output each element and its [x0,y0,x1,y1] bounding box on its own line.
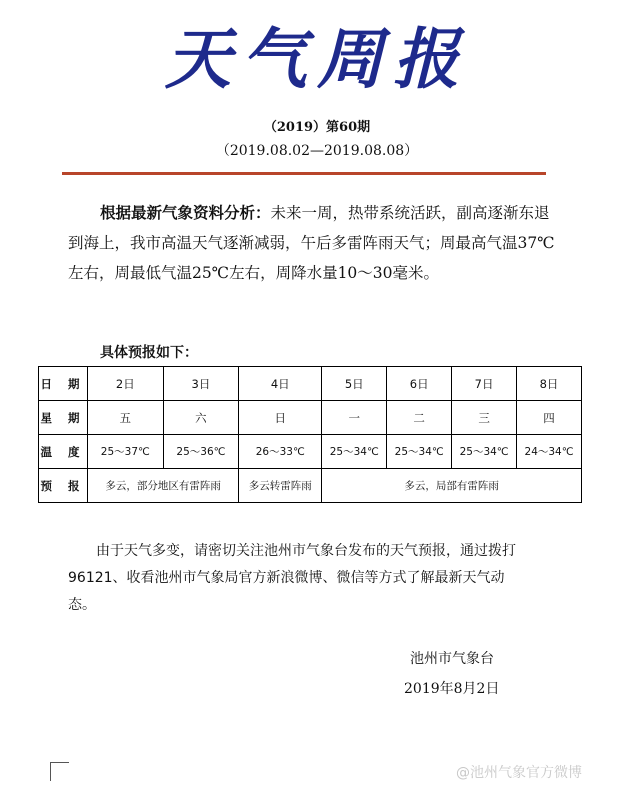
weekday-cell: 日 [239,401,322,435]
issue-number: （2019）第60期 [263,120,371,135]
weekday-cell: 二 [387,401,452,435]
table-row-temps [39,435,582,469]
weekday-cell: 六 [163,401,239,435]
forecast-cell: 多云转雷阵雨 [239,469,322,503]
date-cell: 2日 [88,367,164,401]
temp-cell: 26～33℃ [239,435,322,469]
date-cell: 6日 [387,367,452,401]
weekday-cell: 五 [88,401,164,435]
date-cell: 5日 [322,367,387,401]
date-cell: 3日 [163,367,239,401]
date-range: （2019.08.02—2019.08.08） [215,143,419,159]
temp-cell: 24～34℃ [517,435,582,469]
temp-cell: 25～34℃ [322,435,387,469]
table-row-weekdays [39,401,582,435]
weekday-cell: 一 [322,401,387,435]
date-cell: 7日 [452,367,517,401]
temp-cell: 25～34℃ [387,435,452,469]
temp-cell: 25～37℃ [88,435,164,469]
row-label: 日 期 [39,367,88,401]
row-label: 温 度 [39,435,88,469]
temp-cell: 25～34℃ [452,435,517,469]
analysis-body: 未来一周，热带系统活跃，副高逐渐东退到海上，我市高温天气逐渐减弱，午后多雷阵雨天气；周最高气温37℃左右，周最低气温25℃左右，周降水量10～30毫米。 [68,204,555,282]
weekday-cell: 四 [517,401,582,435]
row-label: 星 期 [39,401,88,435]
divider-rule [62,172,546,175]
watermark: @池州气象官方微博 [456,765,582,781]
date-cell: 8日 [517,367,582,401]
forecast-cell: 多云，部分地区有雷阵雨 [88,469,239,503]
sign-date: 2019年8月2日 [404,681,500,697]
row-label: 预 报 [39,469,88,503]
page-title: 天气周报 [165,20,469,98]
forecast-table [38,366,582,503]
forecast-heading: 具体预报如下： [100,345,198,361]
notice-paragraph: 由于天气多变，请密切关注池州市气象台发布的天气预报，通过拨打96121、收看池州市气象局官方新浪微博、微信等方式了解最新天气动态。 [68,543,516,613]
table-row-forecast [39,469,582,503]
date-cell: 4日 [239,367,322,401]
page-corner-mark [50,762,69,781]
analysis-paragraph [68,198,558,288]
weekday-cell: 三 [452,401,517,435]
analysis-lead: 根据最新气象资料分析： [100,203,271,222]
temp-cell: 25～36℃ [163,435,239,469]
signature: 池州市气象台 [410,651,494,667]
table-row-dates [39,367,582,401]
forecast-cell: 多云，局部有雷阵雨 [322,469,582,503]
